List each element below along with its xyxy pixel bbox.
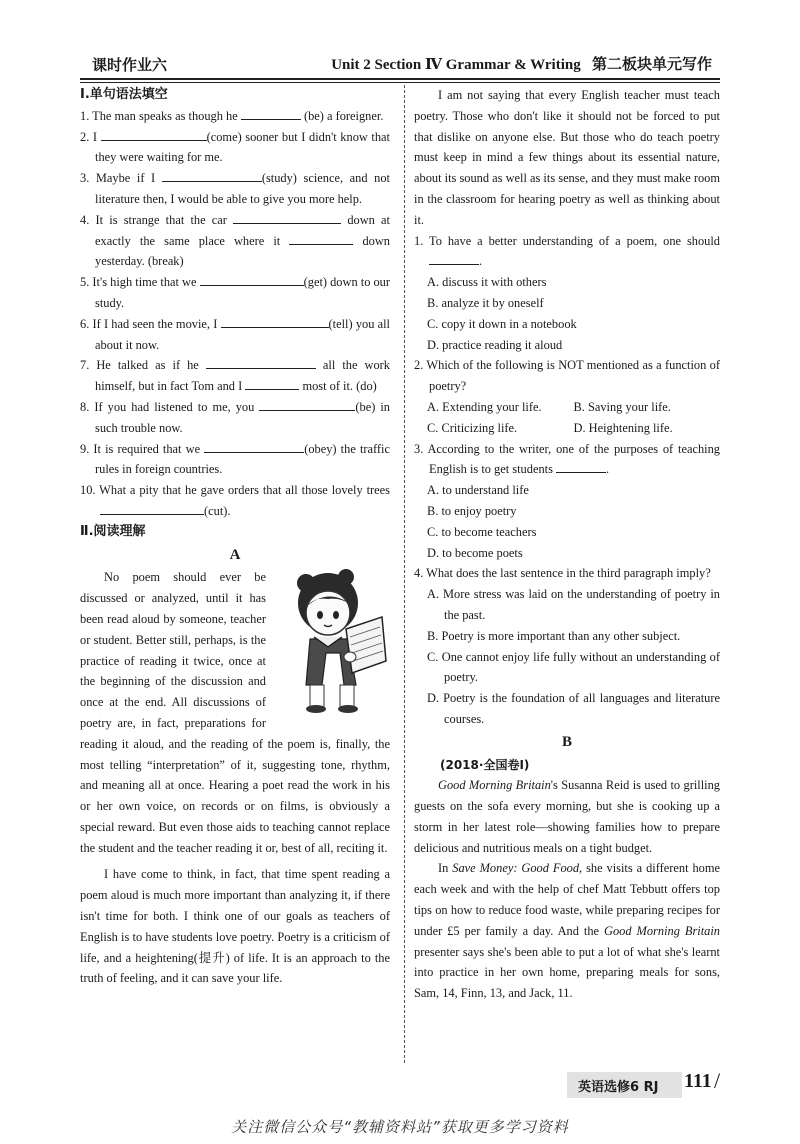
- page-number: 111: [684, 1070, 712, 1092]
- option-d[interactable]: D. practice reading it aloud: [427, 337, 563, 352]
- question-1: 1. The man speaks as though he (be) a foreigner.: [80, 106, 390, 127]
- page-number-slash: /: [714, 1068, 721, 1093]
- question-4: 4. It is strange that the car down at exactly the same place where it down yesterday. (break): [80, 210, 390, 272]
- answer-blank[interactable]: [245, 376, 299, 390]
- part2-title: Ⅱ.阅读理解: [80, 523, 146, 539]
- answer-blank[interactable]: [206, 355, 316, 369]
- header-rule: [80, 78, 720, 80]
- passage-b-source: (2018·全国卷Ⅰ): [440, 757, 530, 772]
- reading-question-1: 1. To have a better understanding of a poem, one should . A. discuss it with others B. analyze it by oneself C. copy it down in a notebook D. practice reading it aloud: [414, 231, 720, 356]
- option-b[interactable]: B. Poetry is more important than any other subject.: [427, 628, 681, 643]
- option-a[interactable]: A. Extending your life.: [427, 399, 542, 414]
- question-3: 3. Maybe if I (study) science, and not literature then, I would be able to give you more help.: [80, 168, 390, 210]
- passage-b-paragraph-2: In Save Money: Good Food, she visits a different home each week and with the help of chef Matt Tebbutt offers top tips on how to reduce food waste, while preparing recipes for under £5 per family a day. And the Good Morning Britain presenter says she's been able to put a lot of what she's learnt into practice in her own home, preparing meals for sons, Sam, 14, Finn, 13, and Jack, 11.: [414, 861, 720, 1001]
- header-rule-thin: [80, 82, 720, 83]
- part1-title: Ⅰ.单句语法填空: [80, 87, 168, 102]
- left-column: [80, 85, 390, 989]
- option-c[interactable]: C. Criticizing life.: [427, 420, 518, 435]
- answer-blank[interactable]: [100, 501, 204, 515]
- option-c[interactable]: C. copy it down in a notebook: [427, 316, 577, 331]
- question-stem: 1. To have a better understanding of a poem, one should: [414, 233, 720, 248]
- question-10: 10. What a pity that he gave orders that all those lovely trees (cut).: [80, 483, 390, 518]
- footer-book-label: 英语选修6 RJ: [578, 1080, 659, 1095]
- answer-blank[interactable]: [200, 272, 304, 286]
- right-column: [414, 85, 720, 1004]
- question-stem: 4. What does the last sentence in the third paragraph imply?: [414, 566, 711, 581]
- passage-b-label: B: [561, 733, 572, 750]
- passage-a-label: A: [229, 546, 241, 563]
- answer-blank[interactable]: [221, 314, 329, 328]
- option-a[interactable]: A. More stress was laid on the understanding of poetry in the past.: [427, 587, 720, 622]
- answer-blank[interactable]: [241, 106, 301, 120]
- answer-blank[interactable]: [289, 231, 353, 245]
- answer-blank[interactable]: [259, 397, 355, 411]
- option-d[interactable]: D. to become poets: [427, 545, 523, 560]
- header-section-cn: 第二板块单元写作: [591, 55, 712, 73]
- answer-blank[interactable]: [556, 459, 606, 473]
- answer-blank[interactable]: [429, 251, 479, 265]
- question-9: 9. It is required that we (obey) the traffic rules in foreign countries.: [80, 439, 390, 481]
- question-6: 6. If I had seen the movie, I (tell) you all about it now.: [80, 314, 390, 356]
- option-a[interactable]: A. discuss it with others: [427, 275, 547, 290]
- question-7: 7. He talked as if he all the work himself, but in fact Tom and I most of it. (do): [80, 355, 390, 397]
- passage-b-paragraph-1: Good Morning Britain's Susanna Reid is used to grilling guests on the sofa every morning, but she is cooking up a storm in her latest role—showing families how to prepare delicious and nutritious meals on a tight budget.: [414, 778, 720, 855]
- reading-question-3: 3. According to the writer, one of the purposes of teaching English is to get students . A. to understand life B. to enjoy poetry C. to become teachers D. to become poets: [414, 439, 720, 564]
- question-stem: 2. Which of the following is NOT mentioned as a function of poetry?: [414, 358, 720, 394]
- option-c[interactable]: C. One cannot enjoy life fully without an understanding of poetry.: [427, 649, 720, 685]
- answer-blank[interactable]: [233, 210, 341, 224]
- answer-blank[interactable]: [162, 168, 262, 182]
- question-5: 5. It's high time that we (get) down to our study.: [80, 272, 390, 314]
- option-d[interactable]: D. Heightening life.: [573, 420, 673, 435]
- header-title-left: 课时作业六: [92, 56, 168, 74]
- header-unit: Unit 2 Section Ⅳ Grammar & Writing: [331, 57, 581, 73]
- reading-question-2: [414, 355, 720, 438]
- question-8: 8. If you had listened to me, you (be) in such trouble now.: [80, 397, 390, 439]
- passage-a-paragraph-3: I am not saying that every English teacher must teach poetry. Those who don't like it should not be forced to put that dislike on anyone else. But those who do teach poetry must keep in mind a few things about its essential nature, about its sound as well as its sense, and they must make room in the classroom for hearing poetry as well as thinking about it.: [414, 88, 720, 227]
- option-b[interactable]: B. Saving your life.: [573, 399, 671, 414]
- question-2: 2. I (come) sooner but I didn't know that they were waiting for me.: [80, 127, 390, 169]
- option-d[interactable]: D. Poetry is the foundation of all languages and literature courses.: [427, 691, 720, 726]
- reading-question-4: [414, 563, 720, 729]
- option-a[interactable]: A. to understand life: [427, 483, 529, 498]
- header-title-right: [331, 53, 712, 74]
- option-c[interactable]: C. to become teachers: [427, 524, 537, 539]
- girl-reading-book-illustration: [270, 567, 390, 715]
- option-b[interactable]: B. to enjoy poetry: [427, 503, 517, 518]
- column-divider: [404, 85, 405, 1063]
- answer-blank[interactable]: [204, 439, 304, 453]
- wechat-promo-note: 关注微信公众号“教辅资料站”获取更多学习资料: [231, 1118, 569, 1136]
- question-stem: 3. According to the writer, one of the purposes of teaching English is to get students: [414, 441, 720, 477]
- option-b[interactable]: B. analyze it by oneself: [427, 295, 544, 310]
- answer-blank[interactable]: [101, 127, 207, 141]
- passage-a-paragraph-2: I have come to think, in fact, that time spent reading a poem aloud is much more important than analyzing it, if there isn't time for both. I think one of our goals as teachers of English is to have students love poetry. Poetry is a criticism of life, and a heightening(提升) of life. It is an approach to the truth of feeling, and it can save your life.: [80, 867, 390, 986]
- passage-a-paragraph-1: No poem should ever be discussed or analyzed, until it has been read aloud by someone, teacher or student. Better still, perhaps, is the practice of reading it twice, once at the beginning of the discussion and once at the end. All discussions of poetry are, in fact, preparations for reading it aloud, and the reading of the poem is, finally, the most telling “interpretation” of it, suggesting tone, rhythm, and meaning all at once. Hearing a poet read the work in his or her own voice, on records or on films, is obviously a special reward. But even those aids to teaching cannot replace the student and the teacher reading it or, best of all, reciting it.: [80, 570, 390, 855]
